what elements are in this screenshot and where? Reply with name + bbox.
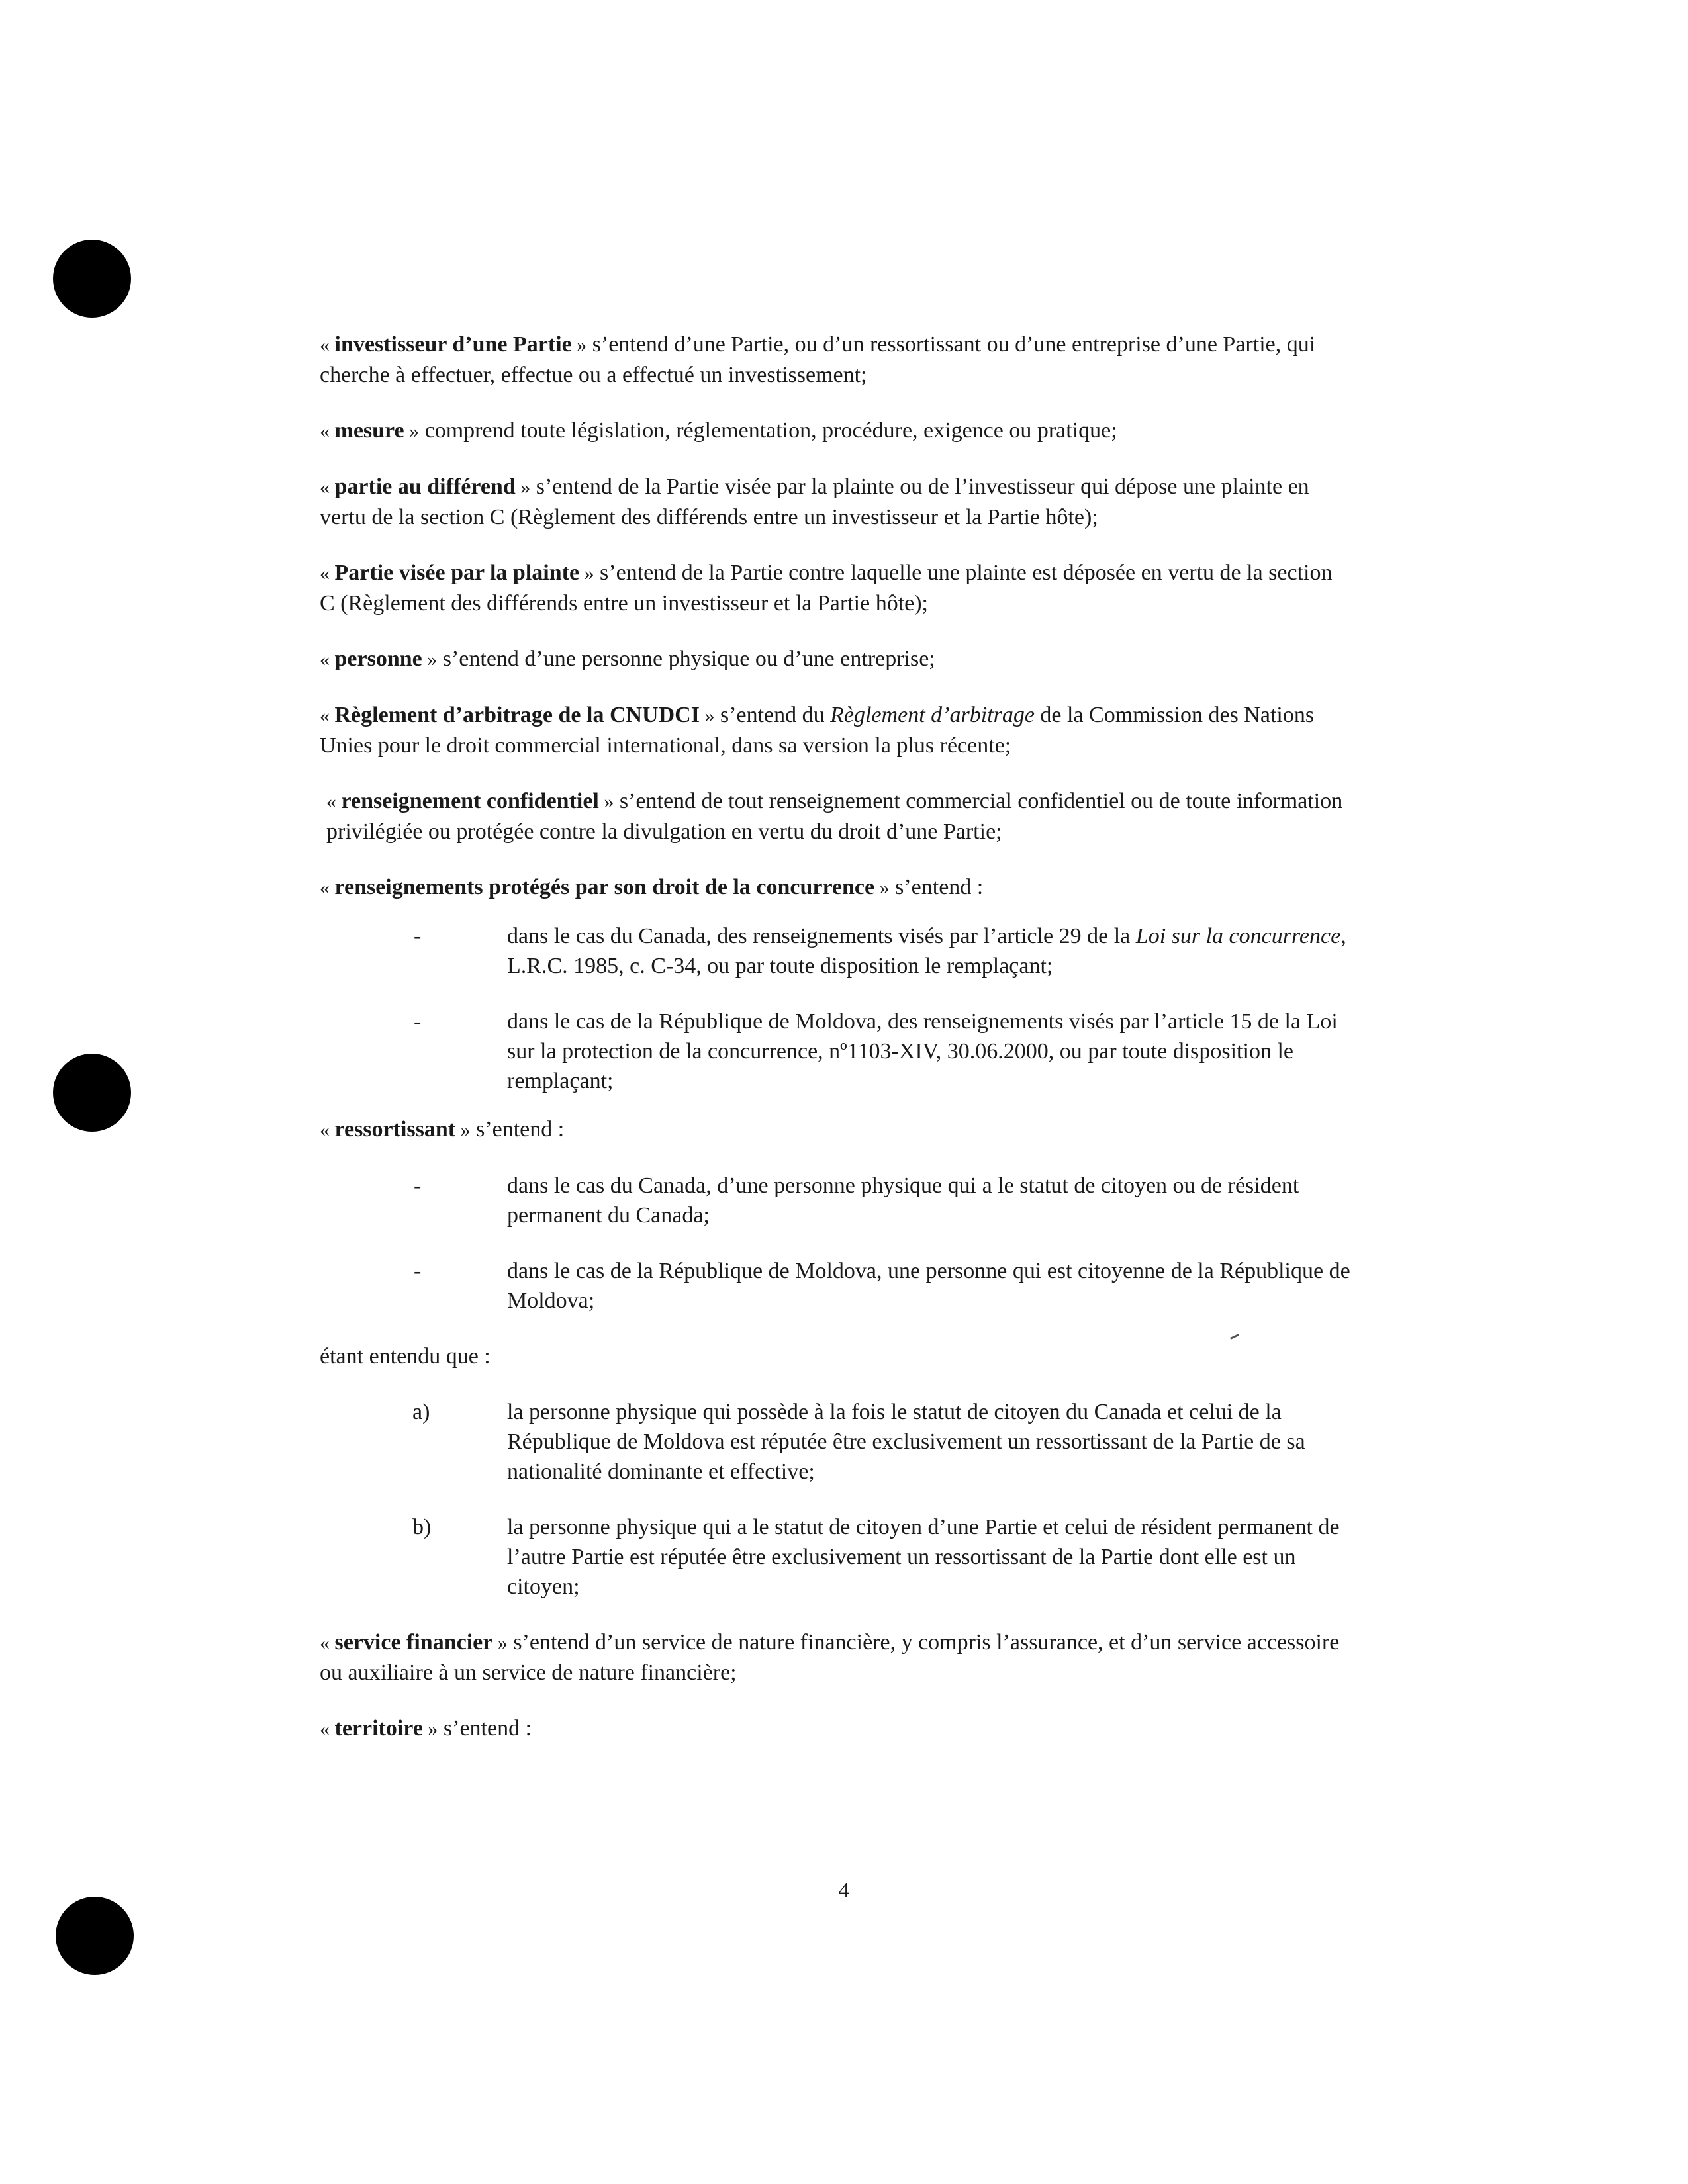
definition-term: partie au différend	[334, 475, 516, 499]
list-marker: -	[414, 1009, 422, 1034]
punch-hole-top	[53, 240, 131, 318]
definition-term: Partie visée par la plainte	[334, 561, 580, 585]
definition-partie-au-differend: « partie au différend » s’entend de la Partie visée par la plainte ou de l’investisseur qui dépose une plainte en vertu de la section C (Règlement des différends entre un investisseur et la Partie hôte);	[320, 475, 1309, 529]
punch-hole-bottom	[56, 1897, 134, 1975]
definition-term: renseignement confidentiel	[341, 789, 599, 813]
definition-term: investisseur d’une Partie	[334, 332, 572, 357]
definition-renseignement-confidentiel: « renseignement confidentiel » s’entend de tout renseignement commercial confidentiel ou de toute information privilégiée ou protégée contre la divulgation en vertu du droit d’une Partie;	[326, 789, 1343, 844]
definition-term: ressortissant	[334, 1117, 456, 1142]
list-item: - dans le cas de la République de Moldova, une personne qui est citoyenne de la République de Moldova;	[320, 1256, 1352, 1316]
definition-partie-visee: « Partie visée par la plainte » s’entend de la Partie contre laquelle une plainte est déposée en vertu de la section C (Règlement des différends entre un investisseur et la Partie hôte);	[320, 561, 1333, 615]
list-marker: -	[414, 1173, 422, 1198]
definition-mesure: « mesure » comprend toute législation, réglementation, procédure, exigence ou pratique;	[320, 418, 1117, 443]
list-item: a) la personne physique qui possède à la fois le statut de citoyen du Canada et celui de la République de Moldova est réputée être exclusivement un ressortissant de la Partie de sa nationalité dominante et effective;	[320, 1397, 1352, 1486]
definition-ressortissant: « ressortissant » s’entend :	[320, 1117, 565, 1142]
list-marker: b)	[412, 1515, 432, 1539]
list-marker: a)	[412, 1400, 430, 1424]
page-number: 4	[838, 1878, 850, 1903]
definition-territoire: « territoire » s’entend :	[320, 1716, 532, 1741]
list-marker: -	[414, 1259, 422, 1283]
definitions-body	[320, 330, 1352, 1770]
definition-term: Règlement d’arbitrage de la CNUDCI	[334, 703, 700, 727]
etant-entendu: étant entendu que :	[320, 1344, 491, 1369]
definition-term: renseignements protégés par son droit de la concurrence	[334, 875, 875, 899]
definition-term: territoire	[334, 1716, 423, 1741]
definition-reglement-cnudci: « Règlement d’arbitrage de la CNUDCI » s’entend du Règlement d’arbitrage de la Commission des Nations Unies pour le droit commercial international, dans sa version la plus récente;	[320, 703, 1315, 758]
definition-service-financier: « service financier » s’entend d’un service de nature financière, y compris l’assurance, et d’un service accessoire ou auxiliaire à un service de nature financière;	[320, 1630, 1340, 1685]
list-item: b) la personne physique qui a le statut de citoyen d’une Partie et celui de résident permanent de l’autre Partie est réputée être exclusivement un ressortissant de la Partie dont elle est un citoyen;	[320, 1512, 1352, 1602]
definition-term: service financier	[334, 1630, 493, 1655]
definition-term: personne	[334, 647, 422, 671]
punch-hole-middle	[53, 1054, 131, 1132]
definition-term: mesure	[334, 418, 404, 443]
definition-personne: « personne » s’entend d’une personne physique ou d’une entreprise;	[320, 647, 935, 671]
list-item: - dans le cas de la République de Moldova, des renseignements visés par l’article 15 de la Loi sur la protection de la concurrence, nº1103-XIV, 30.06.2000, ou par toute disposition le remplaçant;	[320, 1007, 1352, 1096]
list-item: - dans le cas du Canada, d’une personne physique qui a le statut de citoyen ou de résident permanent du Canada;	[320, 1171, 1352, 1230]
list-marker: -	[414, 924, 422, 948]
list-item: - dans le cas du Canada, des renseignements visés par l’article 29 de la Loi sur la concurrence, L.R.C. 1985, c. C-34, ou par toute disposition le remplaçant;	[320, 921, 1352, 981]
definition-investisseur: « investisseur d’une Partie » s’entend d’une Partie, ou d’un ressortissant ou d’une entreprise d’une Partie, qui cherche à effectuer, effectue ou a effectué un investissement;	[320, 332, 1316, 387]
definition-renseignements-proteges: « renseignements protégés par son droit de la concurrence » s’entend :	[320, 875, 984, 899]
